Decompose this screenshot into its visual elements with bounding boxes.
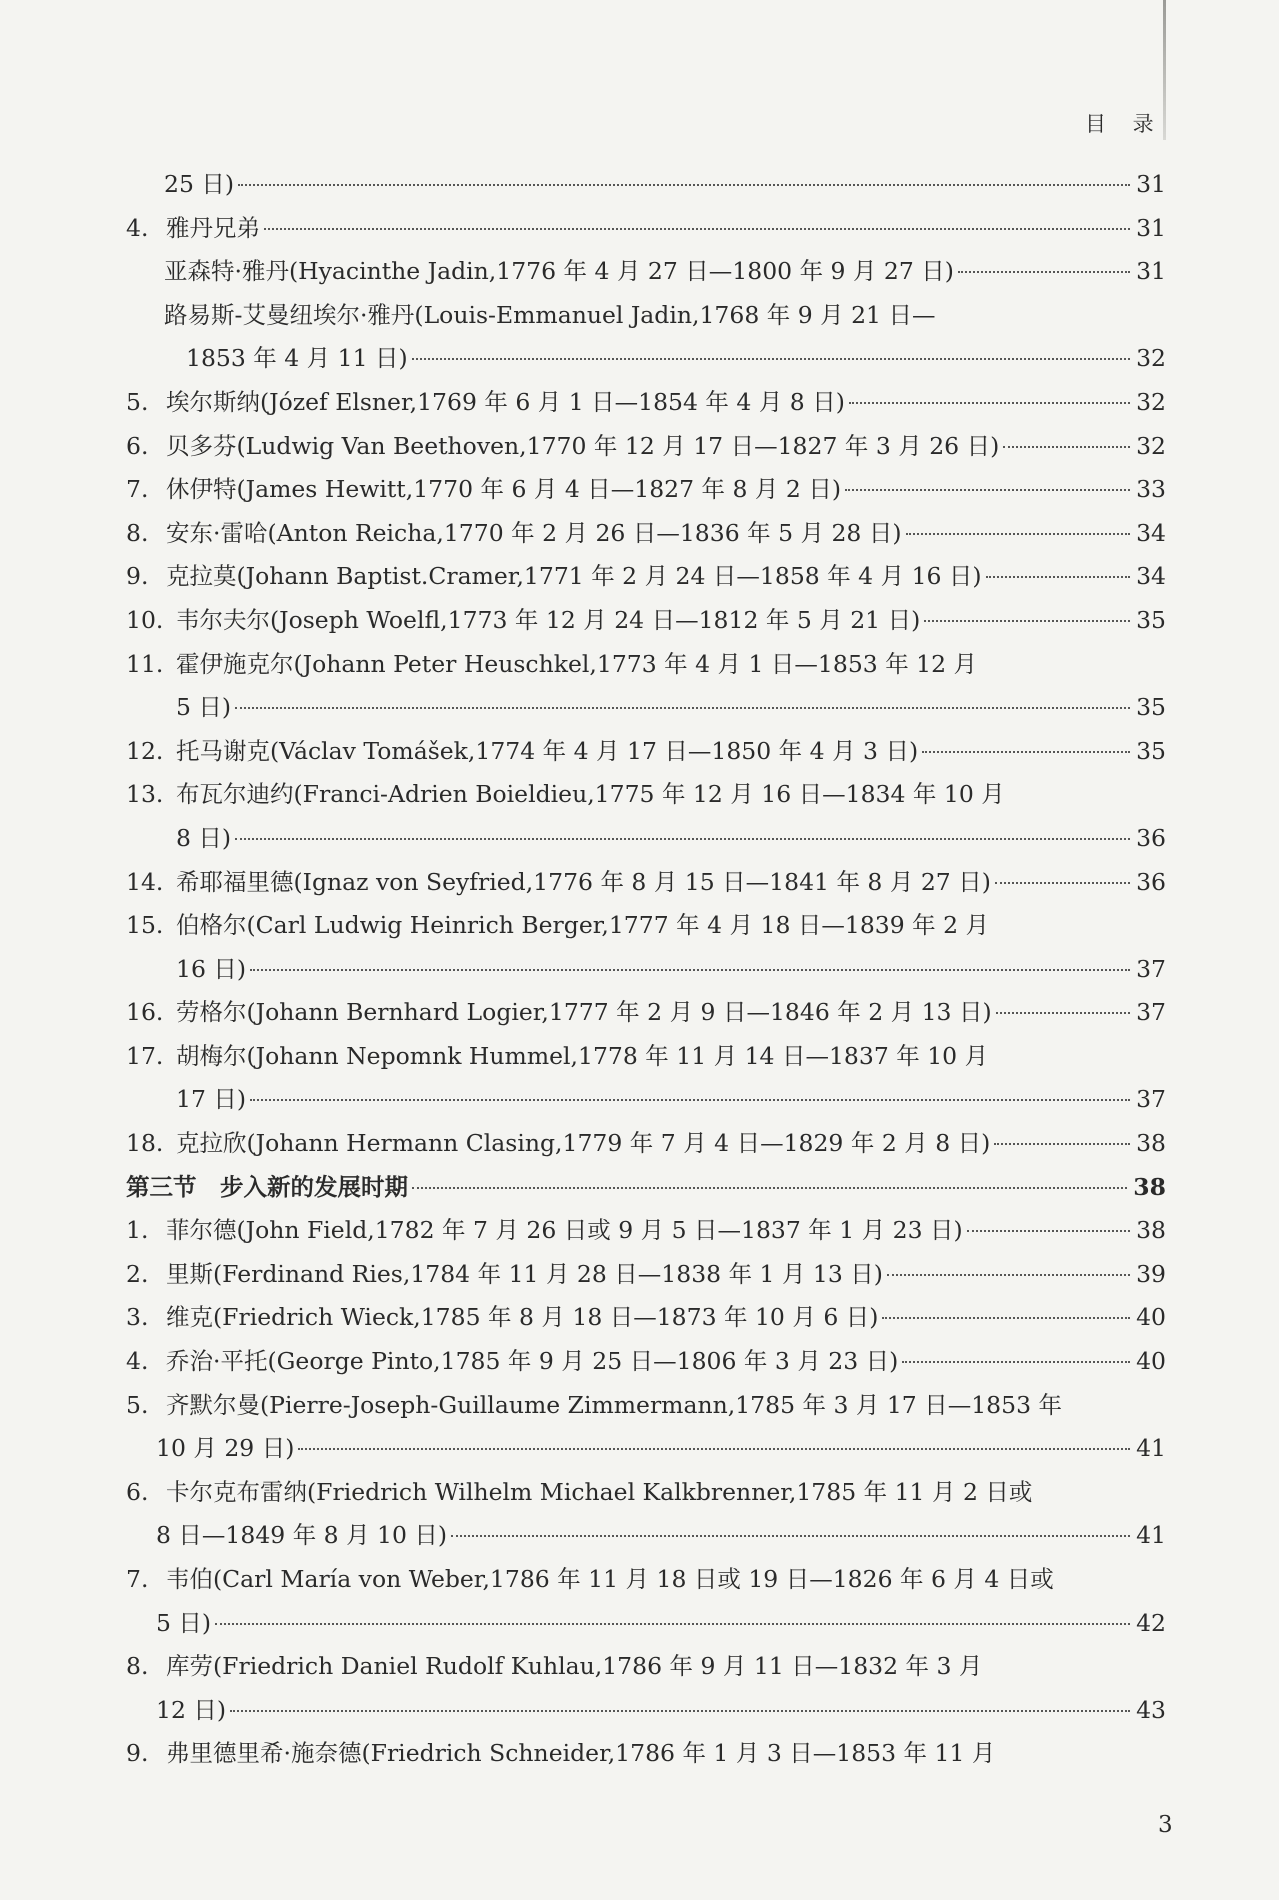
toc-entry [126,1732,1166,1776]
entry-number: 8. [126,1652,149,1681]
entry-title: 卡尔克布雷纳(Friedrich Wilhelm Michael Kalkbrenner,1785 年 11 月 2 日或 [166,1477,1033,1506]
toc-line [126,337,1166,381]
entry-page-number: 31 [1136,213,1166,242]
toc-entry [126,250,1166,294]
dot-leader [451,1535,1130,1537]
toc-entry [126,468,1166,512]
toc-line [126,1296,1166,1340]
dot-leader [967,1230,1130,1232]
entry-title: 库劳(Friedrich Daniel Rudolf Kuhlau,1786 年 9 月 11 日—1832 年 3 月 [166,1652,983,1681]
entry-page-number: 37 [1136,1085,1166,1114]
entry-number: 7. [126,1565,149,1593]
dot-leader [986,576,1130,578]
entry-page-number: 40 [1136,1303,1166,1332]
entry-page-number: 42 [1136,1608,1166,1637]
entry-number: 4. [126,1347,149,1376]
entry-number: 9. [126,1739,149,1768]
toc-line [126,773,1166,817]
toc-entry [126,512,1166,556]
dot-leader [906,533,1130,535]
toc-entry [126,1558,1166,1645]
toc-line [126,294,1166,338]
entry-number: 13. [126,780,164,809]
dot-leader [238,184,1130,186]
toc-entry [126,991,1166,1035]
entry-page-number: 36 [1136,867,1166,896]
entry-title: 韦伯(Carl María von Weber,1786 年 11 月 18 日或 19 日—1826 年 6 月 4 日或 [166,1565,1054,1593]
entry-title-continued: 8 日—1849 年 8 月 10 日) [156,1521,448,1550]
entry-number: 16. [126,998,164,1027]
entry-title: 托马谢克(Václav Tomášek,1774 年 4 月 17 日—1850 年 4 月 3 日) [176,736,919,765]
entry-page-number: 35 [1136,693,1166,722]
entry-number: 6. [126,431,149,460]
toc-entry [126,1296,1166,1340]
entry-title: 第三节 步入新的发展时期 [126,1172,408,1201]
toc-entry [126,773,1166,860]
toc-entry [126,1035,1166,1122]
toc-line [126,1035,1166,1079]
entry-number: 14. [126,867,164,896]
toc-entry [126,643,1166,730]
entry-page-number: 32 [1136,387,1166,416]
toc-line [126,1558,1166,1602]
toc-line [126,1384,1166,1428]
dot-leader [902,1361,1130,1363]
entry-title: 亚森特·雅丹(Hyacinthe Jadin,1776 年 4 月 27 日—1800 年 9 月 27 日) [164,257,954,286]
entry-number: 17. [126,1041,164,1070]
entry-title: 胡梅尔(Johann Nepomnk Hummel,1778 年 11 月 14 日—1837 年 10 月 [176,1041,989,1070]
entry-page-number: 36 [1136,823,1166,852]
entry-number: 3. [126,1303,149,1332]
entry-page-number: 34 [1136,562,1166,591]
toc-entry [126,730,1166,774]
dot-leader [882,1317,1130,1319]
entry-page-number: 38 [1133,1172,1166,1201]
entry-title: 希耶福里德(Ignaz von Seyfried,1776 年 8 月 15 日—1841 年 8 月 27 日) [176,867,991,896]
entry-page-number: 38 [1136,1216,1166,1245]
entry-title-continued: 5 日) [176,693,232,722]
toc-line [126,730,1166,774]
toc-entry [126,1340,1166,1384]
entry-title: 齐默尔曼(Pierre-Joseph-Guillaume Zimmermann,1785 年 3 月 17 日—1853 年 [166,1390,1063,1419]
running-head: 目 录 [1085,112,1164,136]
dot-leader [264,228,1130,230]
toc-line [126,468,1166,512]
entry-title: 贝多芬(Ludwig Van Beethoven,1770 年 12 月 17 日—1827 年 3 月 26 日) [166,431,1000,460]
entry-number: 6. [126,1477,149,1506]
toc-line [126,1340,1166,1384]
toc-entry [126,1471,1166,1558]
entry-page-number: 32 [1136,431,1166,460]
entry-page-number: 43 [1136,1695,1166,1724]
entry-page-number: 31 [1136,257,1166,286]
dot-leader [994,1143,1130,1145]
toc-entry [126,904,1166,991]
entry-title-continued: 12 日) [156,1695,227,1724]
toc-line [126,1209,1166,1253]
toc-line [126,1471,1166,1515]
entry-number: 15. [126,911,164,940]
entry-number: 5. [126,1390,149,1419]
entry-title: 韦尔夫尔(Joseph Woelfl,1773 年 12 月 24 日—1812 年 5 月 21 日) [176,605,921,634]
entry-page-number: 35 [1136,736,1166,765]
toc-line [126,1166,1166,1210]
toc-entry [126,1645,1166,1732]
entry-number: 8. [126,518,149,547]
table-of-contents [126,163,1166,1776]
dot-leader [298,1448,1130,1450]
toc-line [126,1602,1166,1646]
entry-page-number: 34 [1136,518,1166,547]
toc-line [126,250,1166,294]
entry-title: 安东·雷哈(Anton Reicha,1770 年 2 月 26 日—1836 年 5 月 28 日) [166,518,902,547]
entry-number: 9. [126,562,149,591]
entry-page-number: 41 [1136,1521,1166,1550]
toc-entry [126,555,1166,599]
entry-title: 路易斯-艾曼纽埃尔·雅丹(Louis-Emmanuel Jadin,1768 年 9 月 21 日— [164,300,936,329]
toc-entry [126,294,1166,381]
toc-line [126,643,1166,687]
toc-entry [126,599,1166,643]
dot-leader [1003,446,1130,448]
entry-title-continued: 10 月 29 日) [156,1434,295,1463]
dot-leader [996,1012,1130,1014]
dot-leader [250,969,1130,971]
dot-leader [412,1187,1127,1189]
toc-line [126,425,1166,469]
entry-page-number: 41 [1136,1434,1166,1463]
entry-title: 埃尔斯纳(Józef Elsner,1769 年 6 月 1 日—1854 年 4 月 8 日) [166,387,845,416]
toc-line [126,163,1166,207]
toc-entry [126,1122,1166,1166]
toc-line [126,686,1166,730]
entry-page-number: 39 [1136,1259,1166,1288]
toc-line [126,1122,1166,1166]
entry-page-number: 38 [1136,1129,1166,1158]
page-number: 3 [1158,1812,1173,1838]
entry-number: 7. [126,475,149,504]
dot-leader [250,1099,1130,1101]
toc-line [126,599,1166,643]
toc-line [126,1732,1166,1776]
toc-line [126,1427,1166,1471]
toc-line [126,861,1166,905]
entry-title: 布瓦尔迪约(Franci-Adrien Boieldieu,1775 年 12 月 16 日—1834 年 10 月 [176,780,1005,809]
toc-entry [126,163,1166,207]
entry-number: 12. [126,736,164,765]
dot-leader [958,271,1130,273]
entry-title: 霍伊施克尔(Johann Peter Heuschkel,1773 年 4 月 1 日—1853 年 12 月 [176,649,978,678]
entry-number: 10. [126,605,164,634]
entry-title-continued: 8 日) [176,823,232,852]
entry-title: 维克(Friedrich Wieck,1785 年 8 月 18 日—1873 年 10 月 6 日) [166,1303,879,1332]
dot-leader [230,1710,1130,1712]
entry-title: 菲尔德(John Field,1782 年 7 月 26 日或 9 月 5 日—1837 年 1 月 23 日) [166,1216,963,1245]
toc-line [126,207,1166,251]
toc-line [126,991,1166,1035]
dot-leader [235,707,1130,709]
entry-page-number: 32 [1136,344,1166,373]
entry-page-number: 33 [1136,475,1166,504]
entry-title-continued: 17 日) [176,1085,247,1114]
dot-leader [922,751,1130,753]
entry-number: 18. [126,1129,164,1158]
toc-entry [126,1253,1166,1297]
dot-leader [412,358,1130,360]
dot-leader [849,402,1130,404]
entry-title: 劳格尔(Johann Bernhard Logier,1777 年 2 月 9 日—1846 年 2 月 13 日) [176,998,992,1027]
entry-title: 乔治·平托(George Pinto,1785 年 9 月 25 日—1806 年 3 月 23 日) [166,1347,899,1376]
toc-section-heading [126,1166,1166,1210]
toc-entry [126,207,1166,251]
toc-line [126,555,1166,599]
entry-number: 1. [126,1216,149,1245]
entry-number: 4. [126,213,149,242]
entry-number: 2. [126,1259,149,1288]
dot-leader [924,620,1130,622]
entry-number: 5. [126,387,149,416]
toc-entry [126,1209,1166,1253]
dot-leader [215,1623,1130,1625]
toc-line [126,1514,1166,1558]
entry-title: 雅丹兄弟 [166,213,260,242]
entry-title-continued: 16 日) [176,954,247,983]
toc-entry [126,381,1166,425]
toc-line [126,381,1166,425]
toc-entry [126,861,1166,905]
entry-title-continued: 5 日) [156,1608,212,1637]
toc-line [126,1253,1166,1297]
entry-page-number: 35 [1136,605,1166,634]
dot-leader [235,838,1130,840]
toc-line [126,1645,1166,1689]
toc-line [126,904,1166,948]
entry-title-continued: 1853 年 4 月 11 日) [186,344,408,373]
toc-line [126,1078,1166,1122]
dot-leader [995,882,1130,884]
toc-line [126,948,1166,992]
entry-number: 11. [126,649,164,678]
dot-leader [887,1274,1130,1276]
entry-title: 伯格尔(Carl Ludwig Heinrich Berger,1777 年 4 月 18 日—1839 年 2 月 [176,911,990,940]
entry-page-number: 37 [1136,954,1166,983]
entry-title: 里斯(Ferdinand Ries,1784 年 11 月 28 日—1838 年 1 月 13 日) [166,1259,883,1288]
entry-title: 克拉欣(Johann Hermann Clasing,1779 年 7 月 4 日—1829 年 2 月 8 日) [176,1129,991,1158]
entry-page-number: 37 [1136,998,1166,1027]
toc-entry [126,1384,1166,1471]
toc-line [126,1689,1166,1733]
entry-title: 克拉莫(Johann Baptist.Cramer,1771 年 2 月 24 日—1858 年 4 月 16 日) [166,562,982,591]
entry-title: 休伊特(James Hewitt,1770 年 6 月 4 日—1827 年 8 月 2 日) [166,475,841,504]
entry-title: 弗里德里希·施奈德(Friedrich Schneider,1786 年 1 月 3 日—1853 年 11 月 [166,1739,996,1768]
entry-title: 25 日) [164,170,235,198]
entry-page-number: 40 [1136,1347,1166,1376]
entry-page-number: 31 [1136,170,1166,198]
toc-line [126,512,1166,556]
toc-entry [126,425,1166,469]
dot-leader [845,489,1130,491]
toc-line [126,817,1166,861]
